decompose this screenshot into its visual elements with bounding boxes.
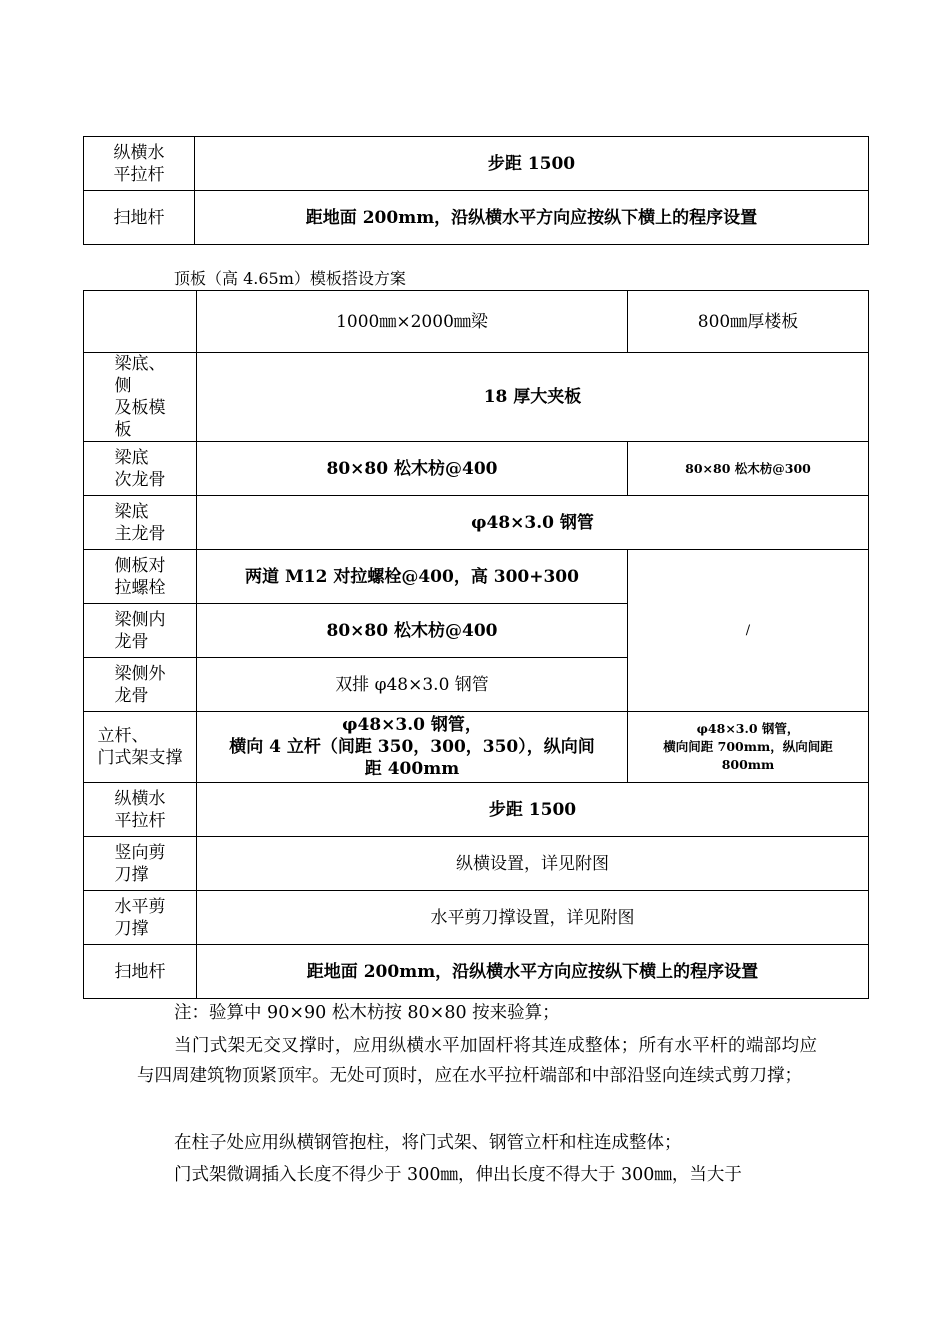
- beam-value: 两道 M12 对拉螺栓@400，高 300+300: [197, 550, 628, 604]
- label-line: 竖向剪: [114, 842, 166, 863]
- row-value: 距地面 200mm，沿纵横水平方向应按纵下横上的程序设置: [197, 945, 869, 999]
- value-line: φ48×3.0 钢管，: [696, 721, 800, 736]
- label-line: 梁底、: [114, 354, 166, 374]
- label-line: 立杆、: [97, 726, 149, 746]
- table-row: [84, 137, 869, 191]
- table-row: [84, 945, 869, 999]
- row-label: [84, 604, 197, 658]
- label-line: 次龙骨: [114, 469, 166, 490]
- table-header-row: [84, 291, 869, 353]
- note-4: 门式架微调插入长度不得少于 300㎜，伸出长度不得大于 300㎜，当大于: [174, 1165, 742, 1185]
- table-row: [84, 550, 869, 604]
- table-row: [84, 891, 869, 945]
- table-row: [84, 191, 869, 245]
- label-line: 梁底: [114, 447, 149, 468]
- label-line: 拉螺栓: [114, 577, 166, 598]
- row-label: [84, 137, 195, 191]
- beam-value: 80×80 松木枋@400: [197, 442, 628, 496]
- label-line: 水平剪: [114, 896, 166, 917]
- label-line: 龙骨: [114, 685, 149, 706]
- table-row: [84, 353, 869, 442]
- label-line: 平拉杆: [113, 164, 165, 185]
- label-line: 板: [114, 420, 132, 440]
- beam-value: 双排 φ48×3.0 钢管: [197, 658, 628, 712]
- row-label: 扫地杆: [84, 191, 195, 245]
- row-label: [84, 837, 197, 891]
- row-label: [84, 496, 197, 550]
- label-line: 主龙骨: [114, 523, 166, 544]
- scaffold-table-top: [83, 136, 869, 245]
- beam-value: [197, 712, 628, 783]
- formwork-scheme-table: [83, 290, 869, 999]
- row-value: 步距 1500: [195, 137, 869, 191]
- value-line: 横向间距 700mm，纵向间距: [663, 739, 833, 754]
- note-3: 在柱子处应用纵横钢管抱柱，将门式架、钢管立杆和柱连成整体；: [174, 1133, 682, 1153]
- row-label: [84, 550, 197, 604]
- label-line: 龙骨: [114, 631, 149, 652]
- value-line: 距 400mm: [364, 759, 460, 779]
- label-line: 纵横水: [113, 142, 165, 163]
- note-1: 注：验算中 90×90 松木枋按 80×80 按来验算；: [174, 1003, 560, 1023]
- label-line: 平拉杆: [114, 810, 166, 831]
- table-caption: 顶板（高 4.65m）模板搭设方案: [174, 269, 406, 288]
- row-label: [84, 353, 197, 442]
- row-label: [84, 783, 197, 837]
- table-row: [84, 712, 869, 783]
- label-line: 门式架支撑: [97, 748, 183, 768]
- label-line: 刀撑: [114, 918, 149, 939]
- row-label: [84, 712, 197, 783]
- row-label: [84, 442, 197, 496]
- table-row: [84, 783, 869, 837]
- value-line: φ48×3.0 钢管，: [342, 715, 482, 735]
- table-row: [84, 837, 869, 891]
- header-empty-cell: [84, 291, 197, 353]
- row-value: φ48×3.0 钢管: [197, 496, 869, 550]
- label-line: 梁底: [114, 501, 149, 522]
- label-line: 侧板对: [114, 555, 166, 576]
- value-line: 800mm: [721, 757, 775, 772]
- slab-value: 80×80 松木枋@300: [628, 442, 869, 496]
- label-line: 纵横水: [114, 788, 166, 809]
- row-label: [84, 891, 197, 945]
- row-label: [84, 658, 197, 712]
- label-line: 及板模: [114, 398, 166, 418]
- label-line: 刀撑: [114, 864, 149, 885]
- row-label: 扫地杆: [84, 945, 197, 999]
- value-line: 横向 4 立杆（间距 350，300，350），纵向间: [229, 737, 595, 757]
- header-beam: 1000㎜×2000㎜梁: [197, 291, 628, 353]
- slab-value: [628, 712, 869, 783]
- label-line: 梁侧内: [114, 609, 166, 630]
- note-2: 当门式架无交叉撑时，应用纵横水平加固杆将其连成整体；所有水平杆的端部均应与四周建筑物顶紧顶牢。无处可顶时，应在水平拉杆端部和中部沿竖向连续式剪刀撑；: [137, 1036, 817, 1086]
- beam-value: 80×80 松木枋@400: [197, 604, 628, 658]
- header-slab: 800㎜厚楼板: [628, 291, 869, 353]
- label-line: 梁侧外: [114, 663, 166, 684]
- row-value: 步距 1500: [197, 783, 869, 837]
- row-value: 纵横设置，详见附图: [197, 837, 869, 891]
- slab-merged-value: /: [628, 550, 869, 712]
- row-value: 18 厚大夹板: [197, 353, 869, 442]
- label-line: 侧: [114, 376, 132, 396]
- table-row: [84, 496, 869, 550]
- table-row: [84, 442, 869, 496]
- row-value: 距地面 200mm，沿纵横水平方向应按纵下横上的程序设置: [195, 191, 869, 245]
- row-value: 水平剪刀撑设置，详见附图: [197, 891, 869, 945]
